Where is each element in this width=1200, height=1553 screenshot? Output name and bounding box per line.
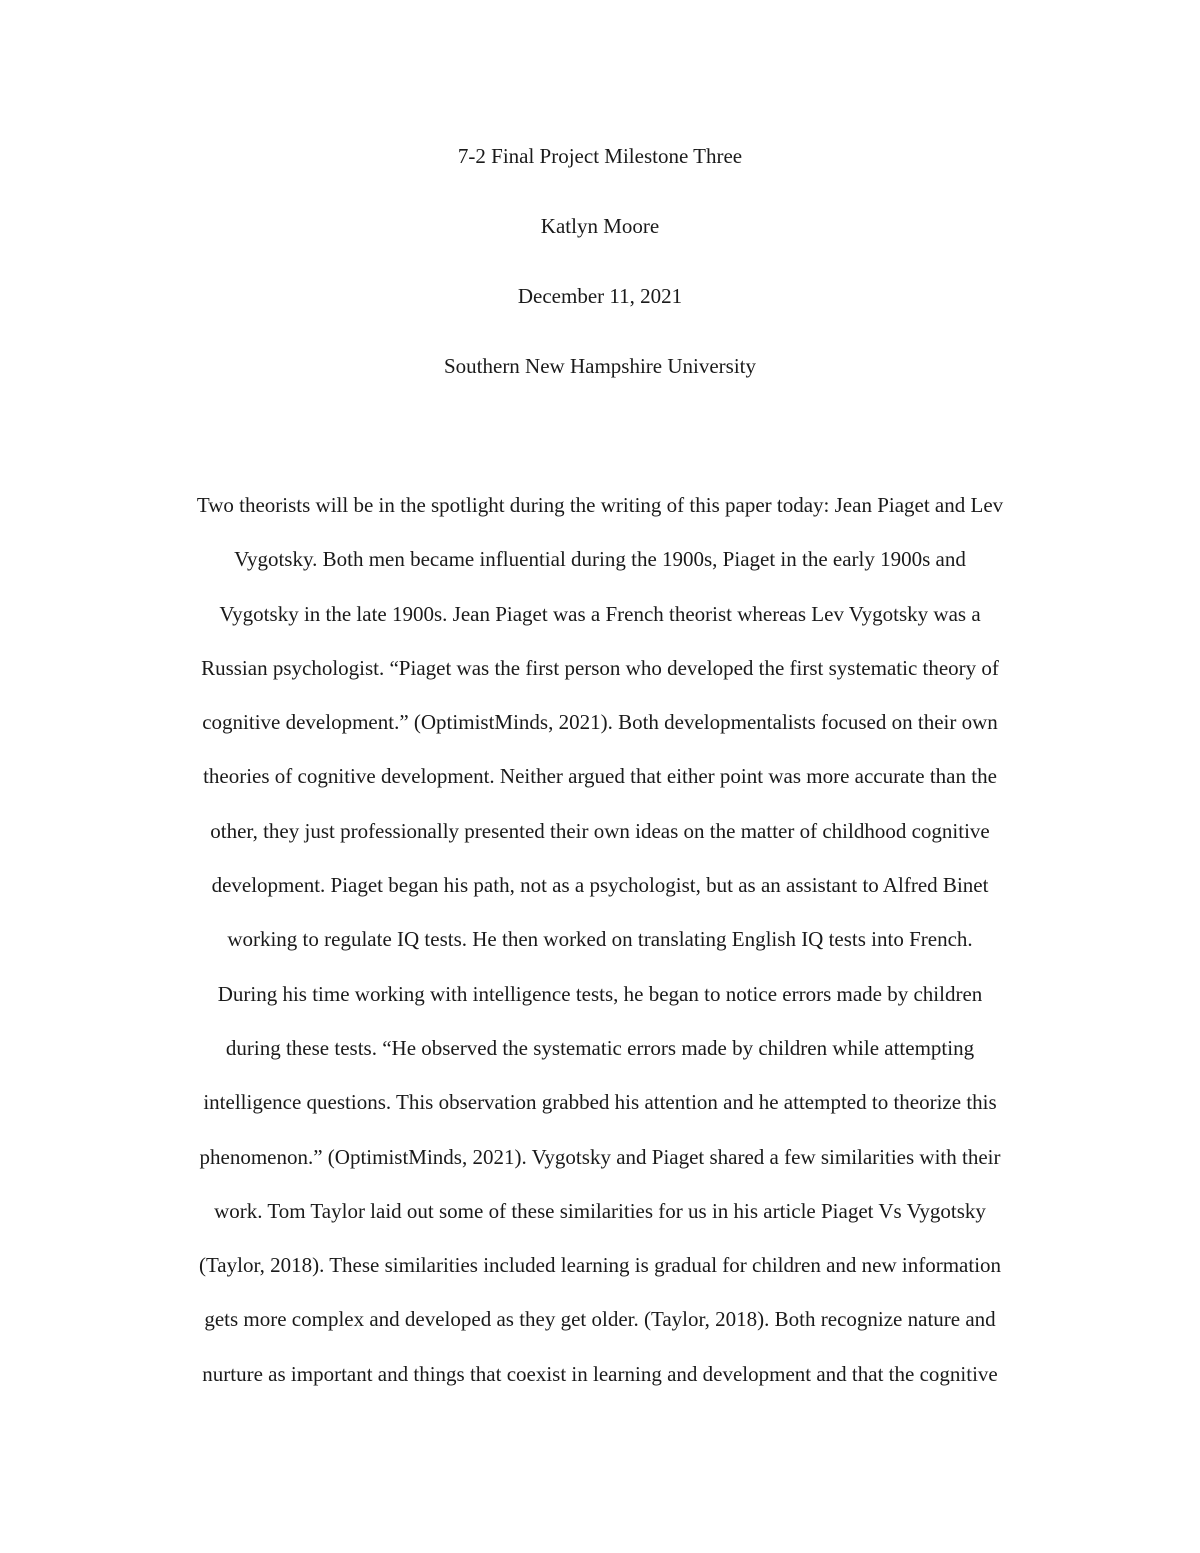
body-line: nurture as important and things that coexist in learning and development and that the cognitive bbox=[202, 1361, 998, 1386]
paper-date: December 11, 2021 bbox=[517, 284, 683, 308]
author-name: Katlyn Moore bbox=[540, 214, 660, 238]
body-line: work. Tom Taylor laid out some of these similarities for us in his article Piaget Vs Vygotsky bbox=[214, 1198, 986, 1223]
title-page-block bbox=[0, 142, 1200, 422]
body-line: gets more complex and developed as they get older. (Taylor, 2018). Both recognize nature and bbox=[204, 1307, 996, 1332]
body-line: Vygotsky in the late 1900s. Jean Piaget was a French theorist whereas Lev Vygotsky was a bbox=[219, 601, 981, 626]
body-line: development. Piaget began his path, not as a psychologist, but as an assistant to Alfred Binet bbox=[211, 873, 989, 898]
body-line: (Taylor, 2018). These similarities included learning is gradual for children and new information bbox=[198, 1253, 1002, 1278]
body-line: During his time working with intelligence tests, he began to notice errors made by children bbox=[217, 981, 983, 1006]
body-line: intelligence questions. This observation grabbed his attention and he attempted to theorize this bbox=[203, 1090, 997, 1115]
institution-name: Southern New Hampshire University bbox=[443, 354, 757, 378]
body-line: phenomenon.” (OptimistMinds, 2021). Vygotsky and Piaget shared a few similarities with their bbox=[199, 1144, 1001, 1169]
body-line: Vygotsky. Both men became influential during the 1900s, Piaget in the early 1900s and bbox=[234, 547, 966, 572]
body-line: cognitive development.” (OptimistMinds, 2021). Both developmentalists focused on their own bbox=[202, 710, 998, 735]
body-line: other, they just professionally presented their own ideas on the matter of childhood cognitive bbox=[210, 818, 990, 843]
body-line: working to regulate IQ tests. He then worked on translating English IQ tests into French. bbox=[227, 927, 973, 952]
body-line: during these tests. “He observed the systematic errors made by children while attempting bbox=[225, 1035, 975, 1060]
body-paragraph bbox=[148, 489, 1052, 1412]
body-line: theories of cognitive development. Neither argued that either point was more accurate than the bbox=[203, 764, 997, 789]
body-line: Two theorists will be in the spotlight during the writing of this paper today: Jean Piaget and Lev bbox=[196, 493, 1004, 517]
paper-title: 7-2 Final Project Milestone Three bbox=[457, 144, 743, 168]
body-line: Russian psychologist. “Piaget was the first person who developed the first systematic theory of bbox=[201, 655, 999, 680]
